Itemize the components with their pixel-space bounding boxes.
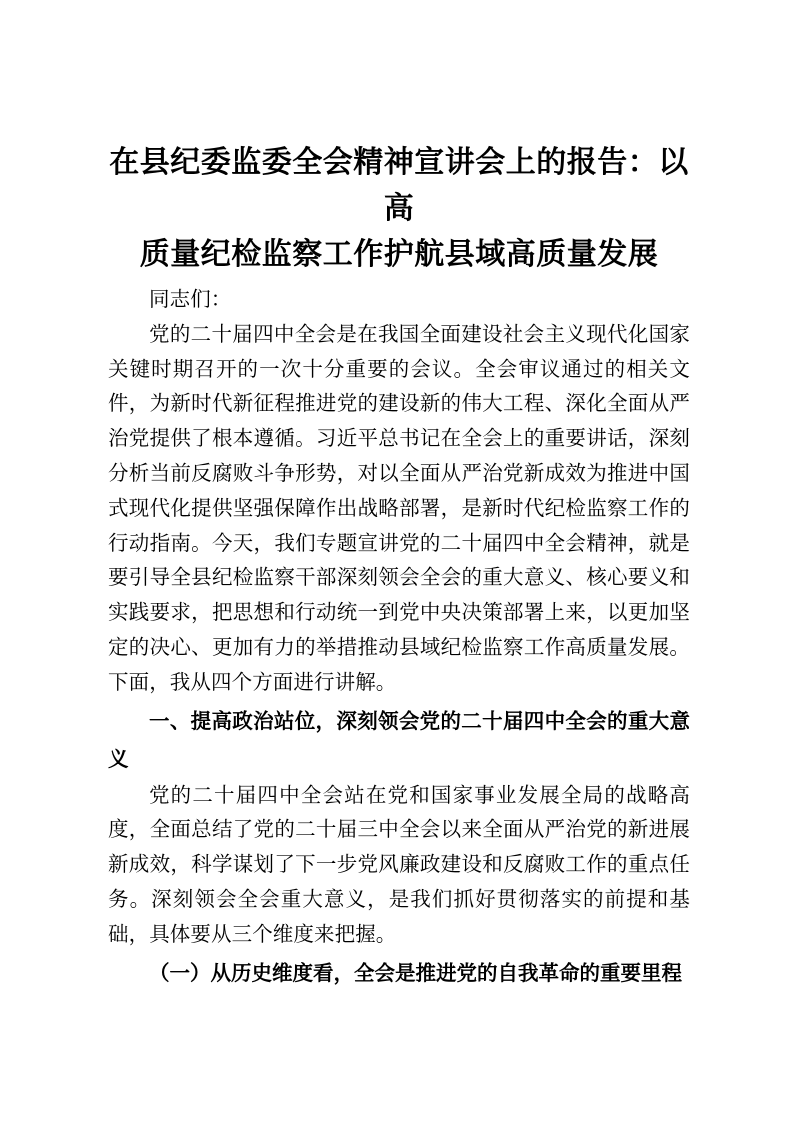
title-line-1: 在县纪委监委全会精神宣讲会上的报告：以高 [109,145,689,226]
title-line-2: 质量纪检监察工作护航县域高质量发展 [139,237,659,272]
salutation: 同志们： [149,287,232,311]
intro-paragraph: 党的二十届四中全会是在我国全面建设社会主义现代化国家关键时期召开的一次十分重要的会议。全会审议通过的相关文件，为新时代新征程推进党的建设新的伟大工程、深化全面从严治党提供了根本遵循。习近平总书记在全会上的重要讲话，深刻分析当前反腐败斗争形势，对以全面从严治党新成效为推进中国式现代化提供坚强保障作出战略部署，是新时代纪检监察工作的行动指南。今天，我们专题宣讲党的二十届四中全会精神，就是要引导全县纪检监察干部深刻领会全会的重大意义、核心要义和实践要求，把思想和行动统一到党中央决策部署上来，以更加坚定的决心、更加有力的举措推动县域纪检监察工作高质量发展。下面，我从四个方面进行讲解。 [108,321,690,694]
section-1-heading: 一、提高政治站位，深刻领会党的二十届四中全会的重大意义 [108,708,690,771]
document-title [108,140,690,278]
subsection-1-heading: （一）从历史维度看，全会是推进党的自我革命的重要里程 [149,960,682,985]
document-page [108,140,690,990]
section-1-paragraph: 党的二十届四中全会站在党和国家事业发展全局的战略高度，全面总结了党的二十届三中全会以来全面从严治党的新进展新成效，科学谋划了下一步党风廉政建设和反腐败工作的重点任务。深刻领会全会重大意义，是我们抓好贯彻落实的前提和基础，具体要从三个维度来把握。 [108,782,690,946]
